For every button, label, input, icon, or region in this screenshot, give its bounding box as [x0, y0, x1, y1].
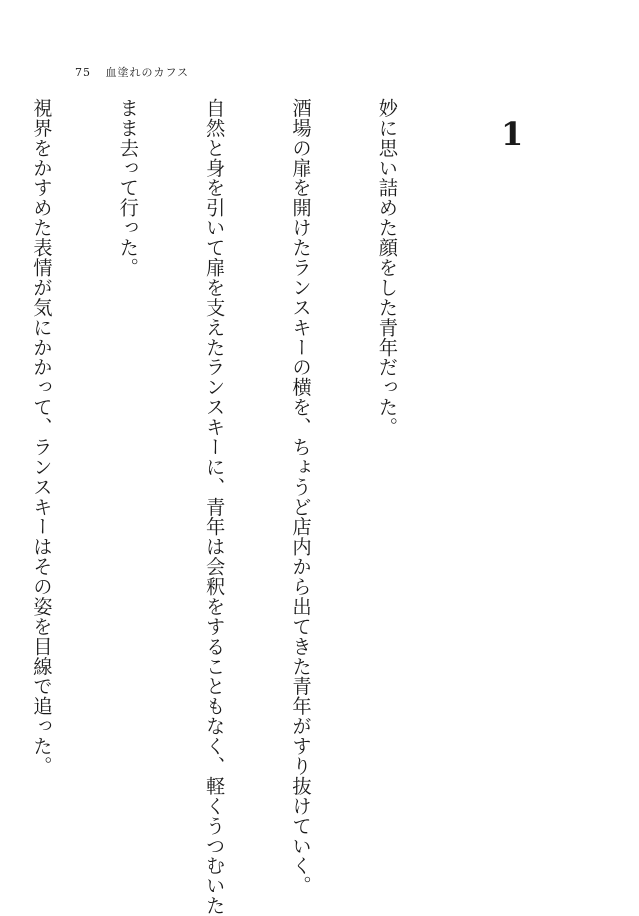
running-header — [75, 64, 189, 80]
text-line: 妙に思い詰めた顔をした青年だった。 — [375, 98, 399, 437]
page-number: 75 — [75, 66, 91, 79]
text-line: まま去って行った。 — [116, 98, 140, 278]
text-line: 自然と身を引いて扉を支えたランスキーに、青年は会釈をすることもなく、軽くうつむいた — [202, 98, 226, 916]
book-title: 血塗れのカフス — [105, 66, 190, 79]
text-line: 酒場の扉を開けたランスキーの横を、ちょうど店内から出てきた青年がすり抜けていく。 — [289, 98, 313, 896]
body-text — [29, 98, 458, 916]
chapter-number: 1 — [501, 115, 524, 153]
text-line: 視界をかすめた表情が気にかかって、ランスキーはその姿を目線で追った。 — [29, 98, 53, 776]
